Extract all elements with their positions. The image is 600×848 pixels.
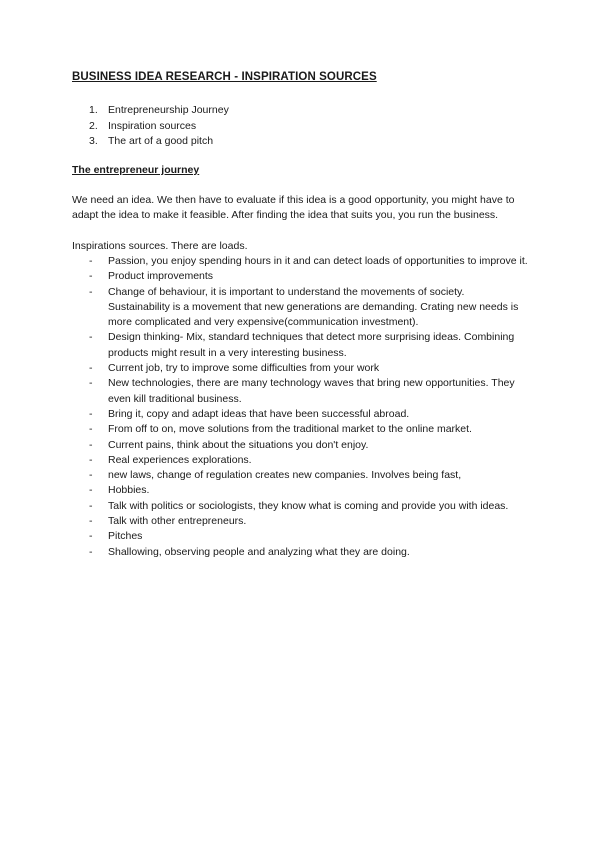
- bullets-lead-text: Inspirations sources. There are loads.: [72, 240, 248, 252]
- list-item: [89, 361, 529, 376]
- list-item-text: Product improvements: [108, 270, 214, 283]
- bullet-marker: -: [89, 377, 93, 390]
- section-heading: The entrepreneur journey: [72, 164, 200, 176]
- list-item-text: Shallowing, observing people and analyzing what they are doing.: [108, 545, 410, 558]
- bullet-marker: -: [89, 423, 93, 436]
- list-item: [89, 483, 529, 498]
- list-item-text: From off to on, move solutions from the traditional market to the online market.: [108, 423, 472, 436]
- list-item-text: Current job, try to improve some difficulties from your work: [108, 362, 380, 375]
- list-item: [89, 254, 529, 269]
- list-item-text: Talk with politics or sociologists, they know what is coming and provide you with ideas.: [108, 499, 509, 512]
- list-item-text: Passion, you enjoy spending hours in it and can detect loads of opportunities to improve it.: [108, 255, 528, 267]
- bullet-marker: -: [89, 331, 93, 344]
- list-item: [89, 422, 529, 437]
- document-title: BUSINESS IDEA RESEARCH - INSPIRATION SOURCES: [72, 71, 377, 83]
- bullet-marker: -: [89, 499, 93, 512]
- list-item-text: Pitches: [108, 530, 143, 543]
- toc-number: 2.: [89, 119, 98, 132]
- list-item: [89, 514, 529, 529]
- list-item-text: Current pains, think about the situations you don't enjoy.: [108, 438, 369, 451]
- bullet-marker: -: [89, 255, 93, 267]
- bullet-marker: -: [89, 407, 93, 420]
- inspiration-sources-list: [89, 254, 529, 560]
- bullet-marker: -: [89, 270, 93, 283]
- toc-item: [89, 119, 229, 135]
- list-item-text: new laws, change of regulation creates new companies. Involves being fast,: [108, 469, 462, 482]
- bullet-marker: -: [89, 453, 93, 466]
- list-item-text: Real experiences explorations.: [108, 453, 252, 466]
- toc-text: Inspiration sources: [108, 119, 197, 132]
- toc-item: [89, 103, 229, 119]
- toc-text: The art of a good pitch: [108, 135, 214, 147]
- toc-number: 1.: [89, 104, 98, 116]
- bullet-marker: -: [89, 484, 93, 497]
- list-item-text: Bring it, copy and adapt ideas that have been successful abroad.: [108, 407, 410, 420]
- list-item: [89, 453, 529, 468]
- list-item-text: Change of behaviour, it is important to understand the movements of society. Sustainability is a movement that new generations are demanding. Crating new needs is more complicated and very expensive(communication investment).: [108, 285, 519, 329]
- list-item: [89, 438, 529, 453]
- bullet-marker: -: [89, 362, 93, 375]
- list-item-text: Hobbies.: [108, 484, 150, 497]
- list-item-text: New technologies, there are many technology waves that bring new opportunities. They even kill traditional business.: [108, 377, 515, 405]
- list-item-text: Design thinking- Mix, standard techniques that detect more surprising ideas. Combining products might result in a very interesting business.: [108, 331, 515, 359]
- list-item: [89, 529, 529, 544]
- bullet-marker: -: [89, 545, 93, 558]
- list-item: [89, 376, 529, 407]
- bullet-marker: -: [89, 438, 93, 451]
- list-item: [89, 285, 529, 331]
- bullet-marker: -: [89, 530, 93, 543]
- toc-text: Entrepreneurship Journey: [108, 104, 229, 116]
- list-item: [89, 269, 529, 284]
- list-item: [89, 330, 529, 361]
- bullet-marker: -: [89, 285, 93, 298]
- bullet-marker: -: [89, 515, 93, 528]
- toc-number: 3.: [89, 135, 98, 147]
- list-item: [89, 468, 529, 483]
- table-of-contents: [89, 103, 229, 150]
- bullet-marker: -: [89, 469, 93, 482]
- list-item: [89, 499, 529, 514]
- list-item: [89, 407, 529, 422]
- intro-paragraph: We need an idea. We then have to evaluate if this idea is a good opportunity, you might have to adapt the idea to make it feasible. After finding the idea that suits you, you run the business.: [72, 194, 515, 222]
- toc-item: [89, 134, 229, 150]
- list-item-text: Talk with other entrepreneurs.: [108, 515, 247, 528]
- list-item: [89, 545, 529, 560]
